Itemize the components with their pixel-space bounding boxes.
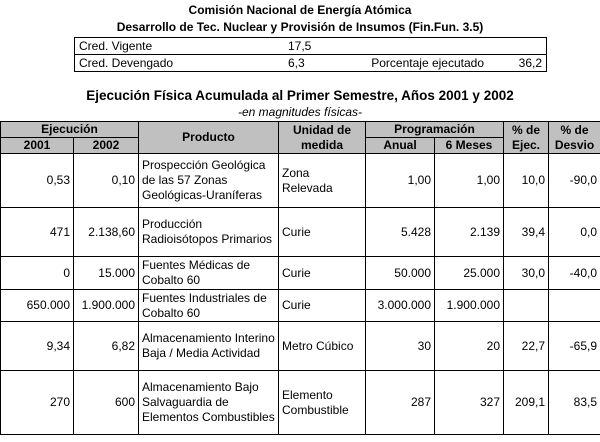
header-2001: 2001 <box>1 138 74 154</box>
cell-2002: 1.900.000 <box>74 290 139 322</box>
execution-table <box>0 121 600 435</box>
cell-anual: 30 <box>366 322 435 371</box>
credit-vigente-value: 17,5 <box>284 38 326 55</box>
cell-2002: 6,82 <box>74 322 139 371</box>
cell-producto: Fuentes Industriales de Cobalto 60 <box>139 290 279 322</box>
cell-producto: Almacenamiento Interino Baja / Media Actividad <box>139 322 279 371</box>
header-producto: Producto <box>139 122 279 154</box>
cell-pct-ejec: 209,1 <box>504 371 549 435</box>
cell-anual: 287 <box>366 371 435 435</box>
cell-pct-ejec: 22,7 <box>504 322 549 371</box>
cell-pct-desvio: 0,0 <box>549 208 600 257</box>
cell-producto: Fuentes Médicas de Cobalto 60 <box>139 257 279 290</box>
header-anual: Anual <box>366 138 435 154</box>
cell-producto: Prospección Geológica de las 57 Zonas Geológicas-Uraníferas <box>139 154 279 208</box>
table-row <box>1 208 600 257</box>
table-row <box>1 257 600 290</box>
cell-anual: 5.428 <box>366 208 435 257</box>
cell-2001: 270 <box>1 371 74 435</box>
program-title: Desarrollo de Tec. Nuclear y Provisión de Insumos (Fin.Fun. 3.5) <box>116 20 484 34</box>
cell-unidad: Curie <box>279 208 366 257</box>
cell-pct-desvio: -90,0 <box>549 154 600 208</box>
section-subtitle: -en magnitudes físicas- <box>237 105 363 119</box>
cell-6-meses: 1,00 <box>435 154 504 208</box>
cell-unidad: Curie <box>279 257 366 290</box>
cell-anual: 3.000.000 <box>366 290 435 322</box>
cell-2001: 471 <box>1 208 74 257</box>
credit-vigente-label: Cred. Vigente <box>75 38 285 55</box>
cell-unidad: Curie <box>279 290 366 322</box>
header-pct-desvio: % de Desvio <box>549 122 600 154</box>
credit-vigente-row <box>75 38 547 55</box>
credit-devengado-row <box>75 55 547 72</box>
cell-unidad: Elemento Combustible <box>279 371 366 435</box>
cell-producto: Almacenamiento Bajo Salvaguardia de Elementos Combustibles <box>139 371 279 435</box>
table-row <box>1 154 600 208</box>
cell-pct-desvio <box>549 290 600 322</box>
header-ejecucion: Ejecución <box>1 122 139 138</box>
header-programacion: Programación <box>366 122 504 138</box>
cell-2002: 0,10 <box>74 154 139 208</box>
cell-pct-ejec <box>504 290 549 322</box>
cell-producto: Producción Radioisótopos Primarios <box>139 208 279 257</box>
cell-pct-desvio: 83,5 <box>549 371 600 435</box>
cell-2001: 9,34 <box>1 322 74 371</box>
cell-6-meses: 327 <box>435 371 504 435</box>
cell-pct-ejec: 10,0 <box>504 154 549 208</box>
credit-devengado-value: 6,3 <box>284 55 326 72</box>
table-row <box>1 371 600 435</box>
section-title: Ejecución Física Acumulada al Primer Semestre, Años 2001 y 2002 <box>86 88 514 103</box>
cell-unidad: Zona Relevada <box>279 154 366 208</box>
cell-2002: 2.138,60 <box>74 208 139 257</box>
cell-anual: 1,00 <box>366 154 435 208</box>
table-row <box>1 290 600 322</box>
header-unidad: Unidad de medida <box>279 122 366 154</box>
header-pct-ejec: % de Ejec. <box>504 122 549 154</box>
credits-box <box>74 37 547 72</box>
cell-unidad: Metro Cúbico <box>279 322 366 371</box>
cell-2001: 0,53 <box>1 154 74 208</box>
cell-pct-ejec: 39,4 <box>504 208 549 257</box>
cell-2002: 600 <box>74 371 139 435</box>
cell-anual: 50.000 <box>366 257 435 290</box>
cell-6-meses: 2.139 <box>435 208 504 257</box>
header-2002: 2002 <box>74 138 139 154</box>
cell-pct-desvio: -65,9 <box>549 322 600 371</box>
cell-2001: 650.000 <box>1 290 74 322</box>
cell-2002: 15.000 <box>74 257 139 290</box>
porcentaje-value: 36,2 <box>488 55 547 72</box>
organization-title: Comisión Nacional de Energía Atómica <box>188 3 412 17</box>
cell-2001: 0 <box>1 257 74 290</box>
cell-pct-desvio: -40,0 <box>549 257 600 290</box>
cell-6-meses: 25.000 <box>435 257 504 290</box>
credit-devengado-label: Cred. Devengado <box>75 55 285 72</box>
porcentaje-label: Porcentaje ejecutado <box>326 55 488 72</box>
header-6-meses: 6 Meses <box>435 138 504 154</box>
table-row <box>1 322 600 371</box>
cell-pct-ejec: 30,0 <box>504 257 549 290</box>
cell-6-meses: 20 <box>435 322 504 371</box>
cell-6-meses: 1.900.000 <box>435 290 504 322</box>
